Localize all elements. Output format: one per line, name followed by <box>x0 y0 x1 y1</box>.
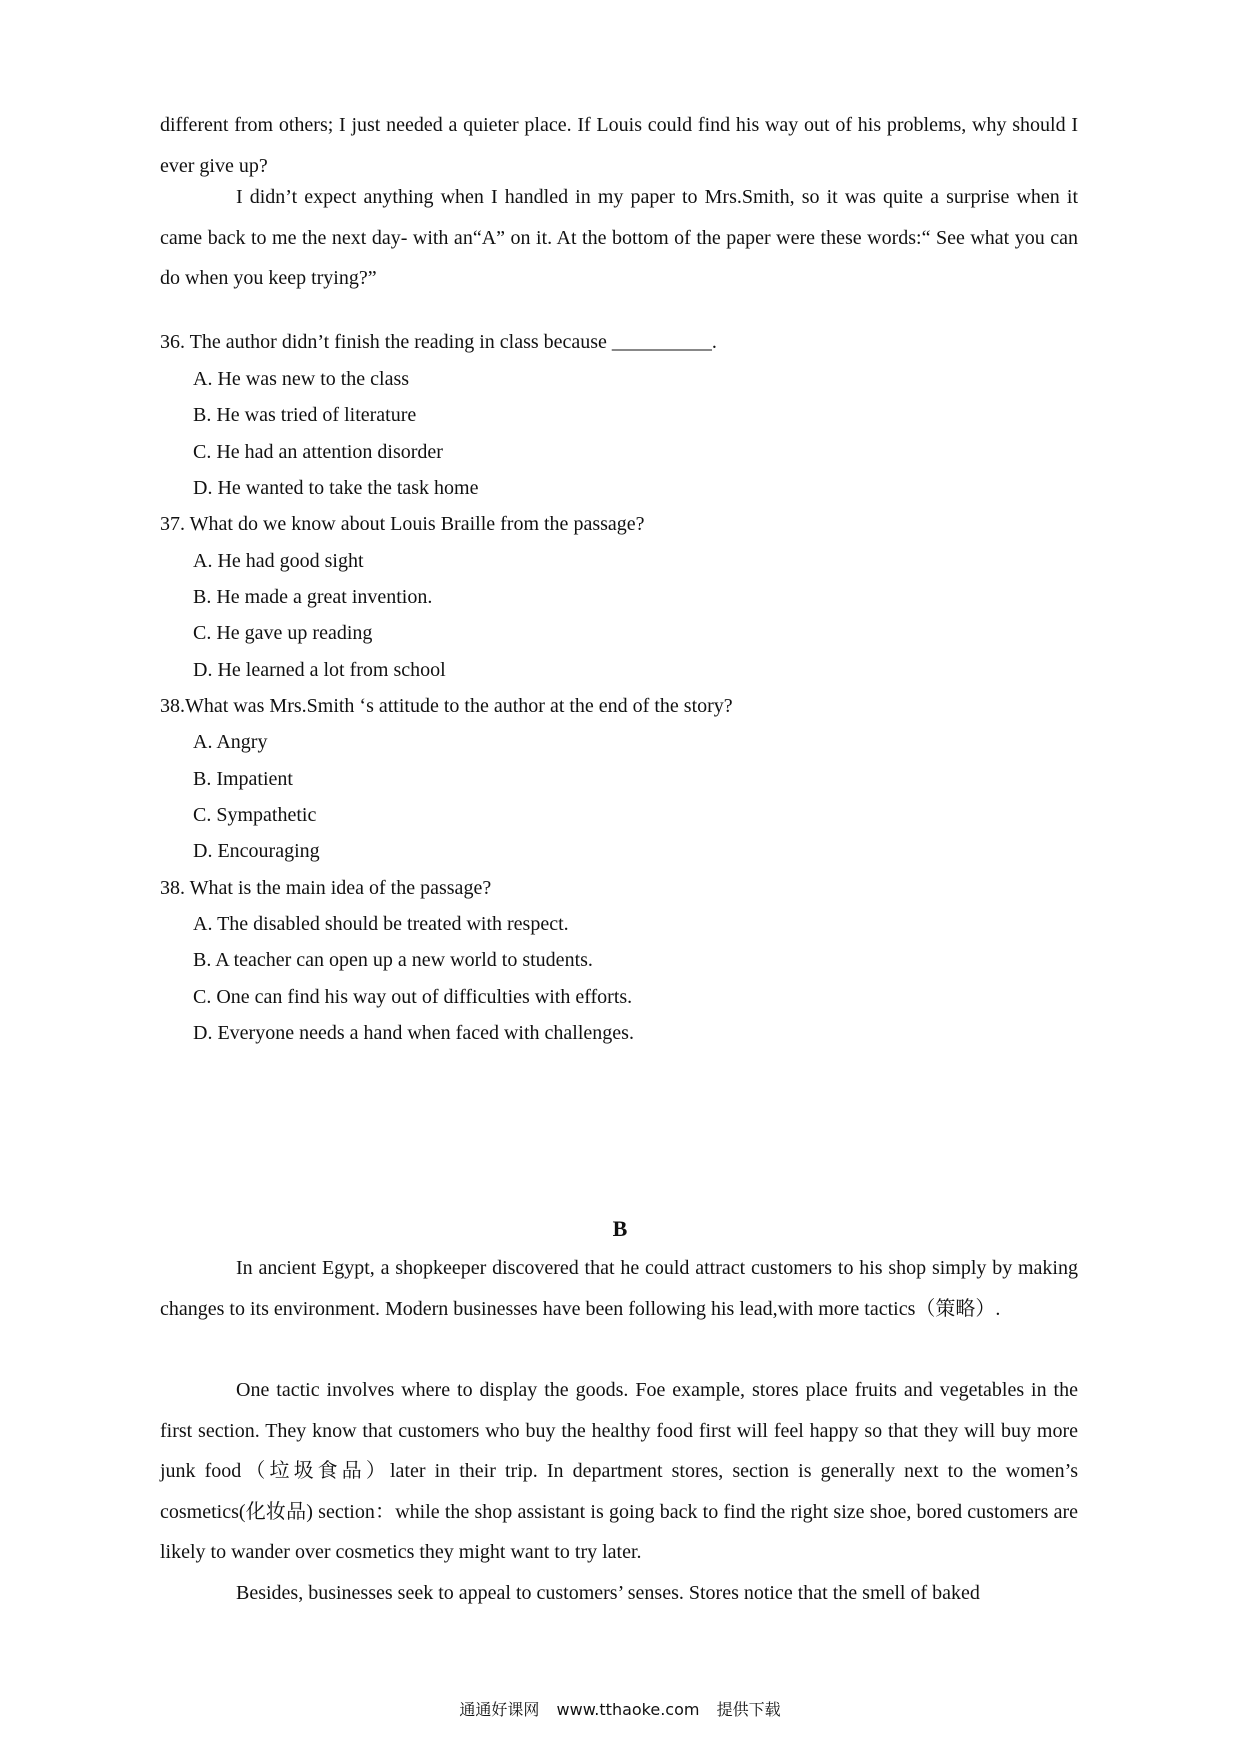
question-stem: 36. The author didn’t finish the reading in class because __________. <box>160 331 717 353</box>
question-stem: 37. What do we know about Louis Braille from the passage? <box>160 513 645 535</box>
option-c: C. One can find his way out of difficulties with efforts. <box>193 986 633 1008</box>
footer-site-name: 通通好课网 <box>459 1700 540 1719</box>
footer-url[interactable]: www.tthaoke.com <box>556 1700 700 1719</box>
option-d: D. Everyone needs a hand when faced with challenges. <box>193 1022 634 1044</box>
option-d: D. He wanted to take the task home <box>193 477 479 499</box>
passage-paragraph: Besides, businesses seek to appeal to customers’ senses. Stores notice that the smell of baked <box>236 1582 980 1604</box>
option-d: D. Encouraging <box>193 840 320 862</box>
option-d: D. He learned a lot from school <box>193 659 446 681</box>
passage-paragraph: One tactic involves where to display the goods. Foe example, stores place fruits and vegetables in the first section. They know that customers who buy the healthy food first will feel happy so that they will buy more junk food（垃圾食品）later in their trip. In department stores, section is generally next to the women’s cosmetics(化妆品) section：while the shop assistant is going back to find the right size shoe, bored customers are likely to wander over cosmetics they might want to try later. <box>160 1379 1078 1564</box>
passage-paragraph: In ancient Egypt, a shopkeeper discovered that he could attract customers to his shop simply by making changes to its environment. Modern businesses have been following his lead,with more tactics（策略）. <box>160 1257 1078 1320</box>
question-stem: 38. What is the main idea of the passage? <box>160 877 492 899</box>
option-b: B. He was tried of literature <box>193 404 417 426</box>
option-a: A. Angry <box>193 731 268 753</box>
passage-paragraph: I didn’t expect anything when I handled in my paper to Mrs.Smith, so it was quite a surprise when it came back to me the next day- with an“A” on it. At the bottom of the paper were these words:“ See what you can do when you keep trying?” <box>160 186 1078 290</box>
passage-paragraph: different from others; I just needed a quieter place. If Louis could find his way out of his problems, why should I ever give up? <box>160 114 1078 177</box>
option-c: C. He had an attention disorder <box>193 441 443 463</box>
page-footer <box>0 1700 1240 1720</box>
option-a: A. The disabled should be treated with respect. <box>193 913 569 935</box>
section-heading: B <box>612 1216 628 1241</box>
option-b: B. He made a great invention. <box>193 586 433 608</box>
option-b: B. Impatient <box>193 768 293 790</box>
option-c: C. He gave up reading <box>193 622 373 644</box>
option-b: B. A teacher can open up a new world to students. <box>193 949 593 971</box>
footer-note: 提供下载 <box>716 1700 781 1719</box>
option-c: C. Sympathetic <box>193 804 317 826</box>
option-a: A. He was new to the class <box>193 368 410 390</box>
option-a: A. He had good sight <box>193 550 364 572</box>
question-stem: 38.What was Mrs.Smith ‘s attitude to the author at the end of the story? <box>160 695 733 717</box>
